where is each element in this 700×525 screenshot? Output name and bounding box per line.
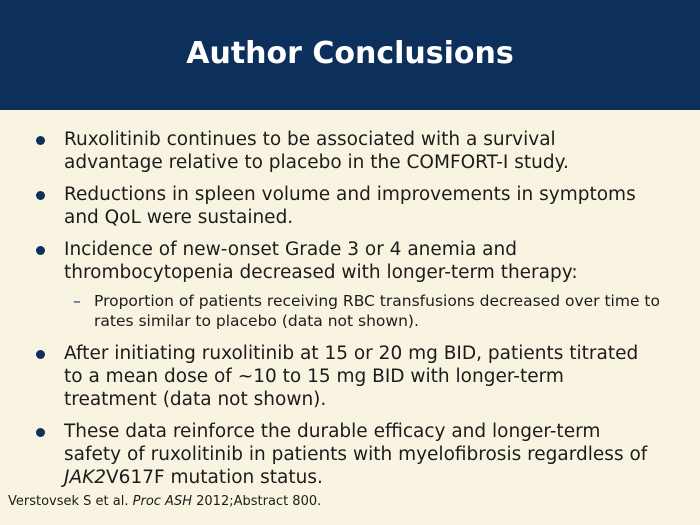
citation-footer [8,494,321,509]
title-banner [0,0,700,110]
mutation-text: V617F mutation status. [106,467,323,488]
bullet-dot-icon [36,246,45,255]
bullet-text: Reductions in spleen volume and improvements in symptoms and QoL were sustained. [64,184,636,228]
bullet-text: After initiating ruxolitinib at 15 or 20 mg BID, patients titrated to a mean dose of ~10 to 15 mg BID with longer-term treatment (data not shown). [64,343,639,410]
bullet-item [0,238,700,284]
sub-bullet-text: Proportion of patients receiving RBC transfusions decreased over time to rates similar to placebo (data not shown). [94,292,660,330]
bullet-list [0,128,700,498]
bullet-dot-icon [36,191,45,200]
bullet-dot-icon [36,350,45,359]
bullet-text: These data reinforce the durable efficacy and longer-term safety of ruxolitinib in patients with myelofibrosis regardless of [64,421,648,465]
citation-details: 2012;Abstract 800. [196,494,322,509]
dash-icon: – [73,292,81,310]
sub-bullet-item [0,291,700,331]
bullet-text: Incidence of new-onset Grade 3 or 4 anemia and thrombocytopenia decreased with longer-term therapy: [64,239,578,283]
gene-name: JAK2 [64,467,107,488]
citation-journal: Proc ASH [132,494,192,509]
bullet-item [0,342,700,411]
citation-authors: Verstovsek S et al. [8,494,129,509]
slide-title: Author Conclusions [186,35,514,71]
bullet-text: Ruxolitinib continues to be associated with a survival advantage relative to placebo in the COMFORT-I study. [64,129,569,173]
bullet-item [0,420,700,489]
bullet-dot-icon [36,136,45,145]
bullet-item [0,128,700,174]
bullet-item [0,183,700,229]
bullet-dot-icon [36,428,45,437]
